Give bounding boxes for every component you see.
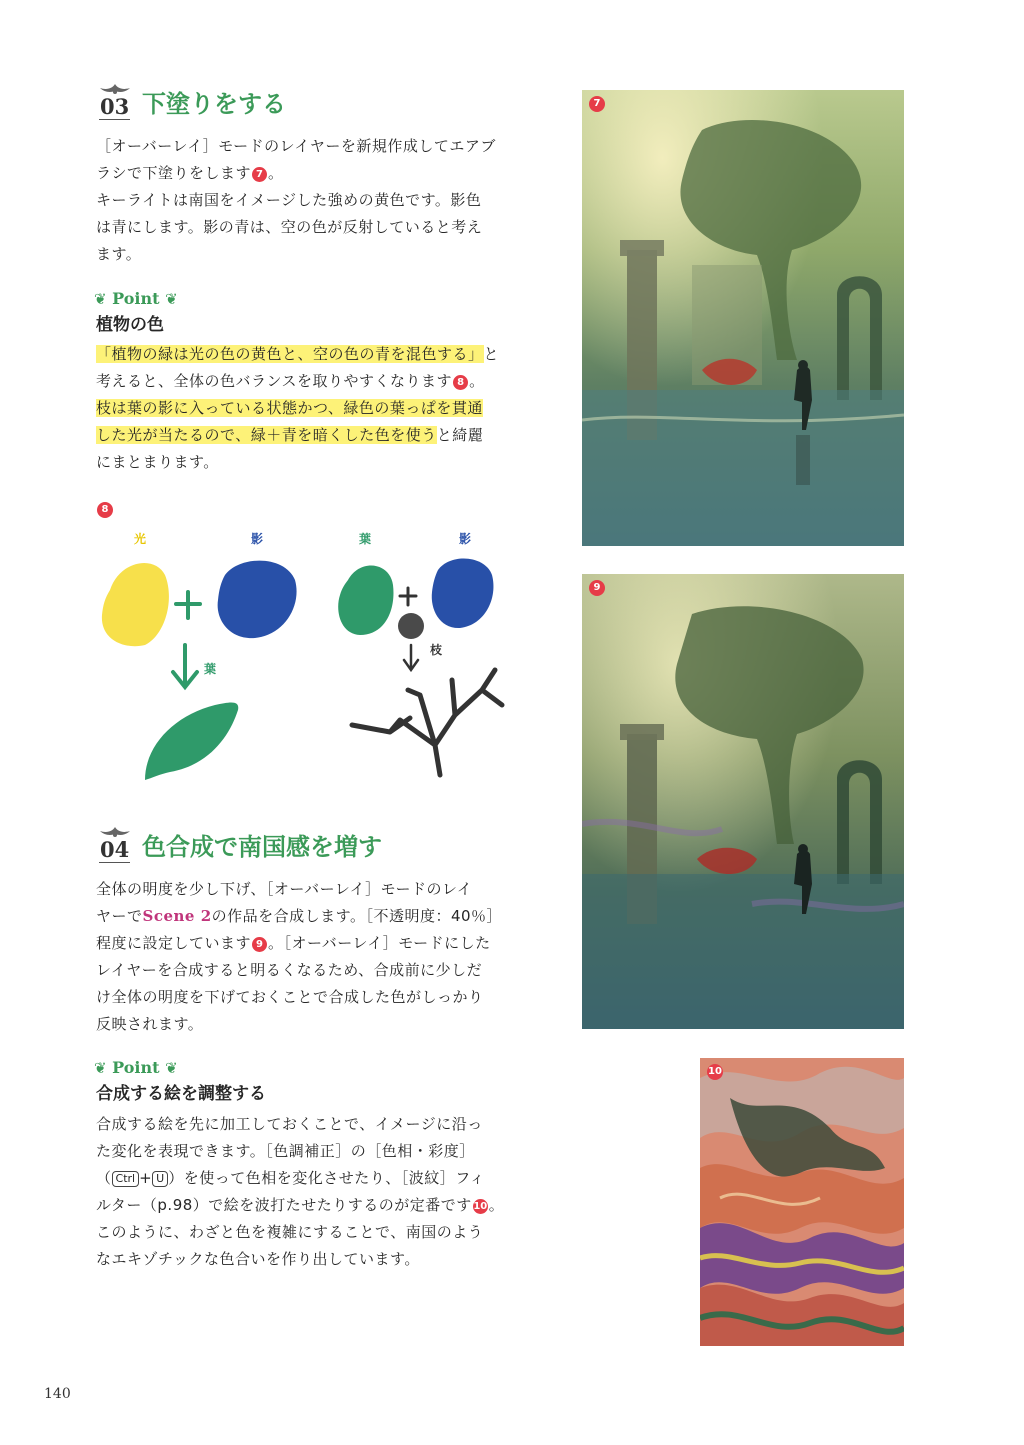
highlight-text: 「植物の緑は光の色の黄色と、空の色の青を混色する」 — [96, 345, 484, 363]
section-title: 下塗りをする — [142, 90, 286, 118]
blue-paint-blob — [218, 561, 297, 639]
blue-paint-blob — [432, 559, 494, 629]
dark-paint-blob — [398, 613, 424, 639]
figure-ref-badge: 10 — [473, 1201, 488, 1212]
color-mixing-diagram — [90, 550, 510, 790]
scene-reference: Scene 2 — [142, 907, 212, 925]
point1-paragraph: 「植物の緑は光の色の黄色と、空の色の青を混色する」と 考えると、全体の色バランスを取りやすくなります 8 。 枝は葉の影に入っている状態かつ、緑色の葉っぱを貫通 した光が当たるので、緑＋青を暗くした色を使うと綺麗 にまとまります。 — [96, 345, 500, 471]
branch-shape — [352, 670, 502, 775]
text-line: キーライトは南国をイメージした強めの黄色です。影色 — [96, 191, 482, 209]
label-shadow: 影 — [459, 532, 472, 546]
section-number: 03 — [100, 94, 130, 119]
flourish-icon: ❦ — [165, 290, 178, 308]
key-u: U — [152, 1171, 168, 1187]
yellow-paint-blob — [102, 563, 169, 646]
text-line: ［オーバーレイ］モードのレイヤーを新規作成してエアブ — [96, 137, 496, 155]
text-line: ラシで下塗りをします 7 。 — [96, 164, 284, 182]
key-ctrl: Ctrl — [112, 1171, 140, 1187]
figure-badge: 8 — [96, 498, 114, 518]
flourish-icon: ❦ — [94, 290, 107, 308]
figure-badge: 10 — [707, 1064, 723, 1080]
section-number: 04 — [100, 837, 130, 862]
label-light: 光 — [134, 532, 147, 546]
section-title: 色合成で南国感を増す — [142, 833, 382, 861]
label-shadow: 影 — [251, 532, 264, 546]
figure-badge: 9 — [589, 580, 605, 596]
flourish-icon: ❦ — [94, 1059, 107, 1077]
arrow-down-icon — [173, 645, 197, 687]
point-heading: 植物の色 — [96, 315, 164, 335]
label-leaf-result: 葉 — [204, 662, 217, 676]
point-label: ❦ Point ❦ — [94, 289, 178, 308]
green-leaf-shape — [145, 703, 238, 780]
section04-paragraph: 全体の明度を少し下げ、［オーバーレイ］モードのレイ ヤーでScene 2の作品を合成します。［不透明度：40％］ 程度に設定しています 9 。［オーバーレイ］モードにした レイヤーを合成すると明るくなるため、合成前に少しだ け全体の明度を下げておくことで合成した色がしっかり 反映されます。 — [96, 880, 503, 1033]
label-branch: 枝 — [430, 643, 443, 657]
highlight-text: 枝は葉の影に入っている状態かつ、緑色の葉っぱを貫通 — [96, 399, 483, 417]
plus-icon — [176, 592, 200, 618]
figure-badge: 7 — [589, 96, 605, 112]
figure-ref-badge: 9 — [252, 937, 267, 952]
point-label: ❦ Point ❦ — [94, 1058, 178, 1077]
figure-ref-badge: 8 — [453, 375, 468, 390]
text-line: は青にします。影の青は、空の色が反射していると考え — [96, 218, 483, 236]
flourish-icon: ❦ — [165, 1059, 178, 1077]
highlight-text: した光が当たるので、緑＋青を暗くした色を使う — [96, 426, 437, 444]
section03-paragraph — [96, 133, 496, 268]
green-paint-blob — [338, 565, 393, 635]
artwork-figure-10 — [700, 1058, 904, 1346]
artwork-figure-7 — [582, 90, 904, 546]
label-leaf: 葉 — [359, 532, 372, 546]
artwork-figure-9 — [582, 574, 904, 1029]
page-number: 140 — [44, 1386, 71, 1402]
arrow-down-icon — [404, 645, 418, 670]
plus-icon — [400, 588, 416, 605]
figure-ref-badge: 7 — [252, 167, 267, 182]
point-heading: 合成する絵を調整する — [96, 1084, 266, 1104]
point2-paragraph: 合成する絵を先に加工しておくことで、イメージに沿っ た変化を表現できます。［色調補正］の［色相・彩度］ （ Ctrl + U ）を使って色相を変化させたり、［波紋］フィ ルター（p.98）で絵を波打たせたりするのが定番です 10 。 このように、わざと色を複雑にすることで、南国のよう なエキゾチックな色合いを作り出しています。 — [96, 1115, 505, 1268]
text-line: ます。 — [96, 245, 142, 263]
